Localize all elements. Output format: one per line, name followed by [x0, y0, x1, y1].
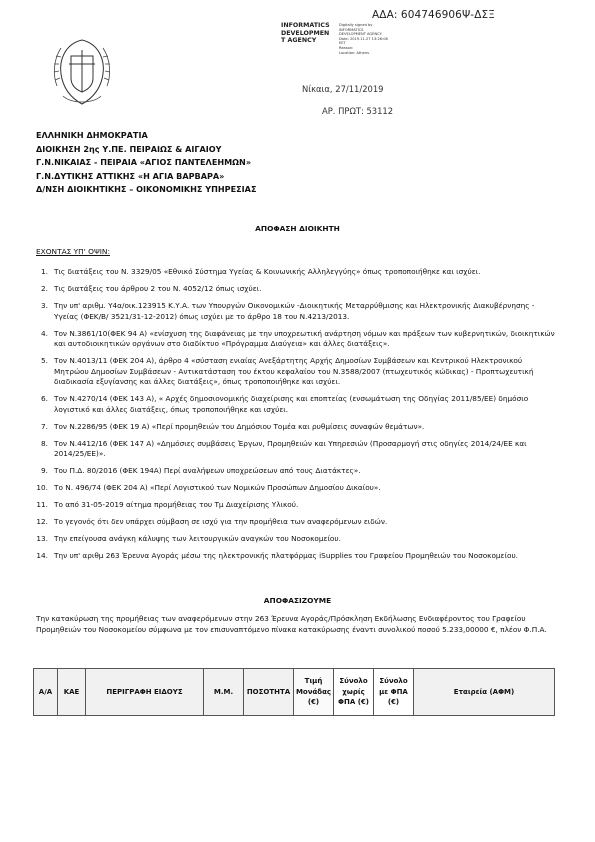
award-table: [33, 668, 555, 716]
stamp-details: Digitally signed by INFORMATICS DEVELOPMENT AGENCY Date: 2019.11.27 13:26:08 EET Reason: Location: Athens: [339, 23, 388, 55]
ada-number: ΑΔΑ: 604746906Ψ-ΔΣΞ: [372, 9, 495, 21]
column-header: Α/Α: [34, 669, 58, 716]
decision-title: ΑΠΟΦΑΣΗ ΔΙΟΙΚΗΤΗ: [255, 224, 340, 233]
decide-title: ΑΠΟΦΑΣΙΖΟΥΜΕ: [263, 596, 332, 605]
column-header: Μ.Μ.: [204, 669, 244, 716]
protocol-number: ΑΡ. ΠΡΩΤ: 53112: [322, 106, 394, 116]
authority-header: [36, 129, 256, 197]
header-line: ΔΙΟΙΚΗΣΗ 2ης Υ.ΠΕ. ΠΕΙΡΑΙΩΣ & ΑΙΓΑΙΟΥ: [36, 143, 222, 154]
list-item: 8. Τον Ν.4412/16 (ΦΕΚ 147 Α) «Δημόσιες συμβάσεις Έργων, Προμηθειών και Υπηρεσιών (Προσαρμογή στις οδηγίες 2014/24/ΕΕ και 2014/25/ΕΕ)».: [41, 438, 527, 459]
list-item: 2. Τις διατάξεις του άρθρου 2 του Ν. 4052/12 όπως ισχύει.: [41, 283, 262, 293]
list-item: 4. Τον Ν.3861/10(ΦΕΚ 94 Α) «ενίσχυση της διαφάνειας με την υποχρεωτική ανάρτηση νόμων και πράξεων των κυβερνητικών, διοικητικών και αυτοδιοικητικών οργάνων στο διαδίκτυο «Πρόγραμμα Διαύγεια» και άλλες διατάξεις».: [41, 328, 555, 349]
header-line: ΕΛΛΗΝΙΚΗ ΔΗΜΟΚΡΑΤΙΑ: [36, 130, 148, 140]
list-item: 7. Τον Ν.2286/95 (ΦΕΚ 19 Α) «Περί προμηθειών του Δημόσιου Τομέα και ρυθμίσεις συναφών θεμάτων».: [41, 421, 425, 431]
list-item: 13. Την επείγουσα ανάγκη κάλυψης των λειτουργικών αναγκών του Νοσοκομείου.: [36, 534, 341, 544]
list-item: 9. Του Π.Δ. 80/2016 (ΦΕΚ 194Α) Περί αναλήψεων υποχρεώσεων από τους Διατάκτες».: [41, 466, 361, 476]
list-item: 10. Το Ν. 496/74 (ΦΕΚ 204 Α) «Περί Λογιστικού των Νομικών Προσώπων Δημοσίου Δικαίου».: [36, 483, 381, 493]
considerations-list: [33, 267, 555, 568]
digital-signature-stamp: [281, 22, 396, 55]
list-item: 3. Την υπ' αριθμ. Υ4α/οικ.123915 Κ.Υ.Α. των Υπουργών Οικονομικών -Διοικητικής Μεταρρύθμισης και Ηλεκτρονικής Διακυβέρνησης - Υγείας (ΦΕΚ/Β/ 3521/31-12-2012) όπως ισχύει με το άρθρο 18 του Ν.4213/2013.: [41, 300, 535, 321]
list-item: 14. Την υπ' αριθμ 263 Έρευνα Αγοράς μέσω της ηλεκτρονικής πλατφόρμας iSupplies του Γραφείου Προμηθειών του Νοσοκομείου.: [36, 551, 518, 561]
column-header: ΠΕΡΙΓΡΑΦΗ ΕΙΔΟΥΣ: [86, 669, 204, 716]
list-item: 6. Τον Ν.4270/14 (ΦΕΚ 143 Α), « Αρχές δημοσιονομικής διαχείρισης και εποπτείας (ενσωμάτωση της Οδηγίας 2011/85/ΕΕ) δημόσιο λογιστικό και άλλες διατάξεις, όπως τροποποιήθηκε και ισχύει.: [41, 394, 529, 414]
greek-emblem-icon: [47, 34, 117, 108]
column-header: ΚΑΕ: [58, 669, 86, 716]
column-header: ΠΟΣΟΤΗΤΑ: [244, 669, 294, 716]
stamp-title: INFORMATICS DEVELOPMEN T AGENCY: [281, 22, 330, 45]
list-item: 5. Τον Ν.4013/11 (ΦΕΚ 204 Α), άρθρο 4 «σύσταση ενιαίας Ανεξάρτητης Αρχής Δημοσίων Συμβάσεων και Κεντρικού Ηλεκτρονικού Μητρώου Δημοσίων Συμβάσεων - Αντικατάσταση του έκτου κεφαλαίου του Ν.3588/2007 (πτωχευτικός κώδικας) - Προπτωχευτική διαδικασία εξυγίανσης και άλλες διατάξεις», όπως τροποποιήθηκε και ισχύει.: [41, 356, 534, 387]
header-line: Γ.Ν.ΔΥΤΙΚΗΣ ΑΤΤΙΚΗΣ «Η ΑΓΙΑ ΒΑΡΒΑΡΑ»: [36, 170, 225, 181]
decision-paragraph: Την κατακύρωση της προμήθειας των αναφερόμενων στην 263 Έρευνα Αγοράς/Πρόσκληση Εκδήλωσης Ενδιαφέροντος του Γραφείου Προμηθειών του Νοσοκομείου σύμφωνα με τον επισυναπτόμενο πίνακα κατακύρωσης έναντι συνολικού ποσού 5.233,00000 €, πλέον Φ.Π.Α.: [36, 614, 547, 634]
list-item: 11. Το από 31-05-2019 αίτημα προμήθειας του Τμ Διαχείρισης Υλικού.: [36, 500, 299, 510]
table-header-row: [34, 669, 555, 716]
considering-label: ΕΧΟΝΤΑΣ ΥΠ' ΟΨΙΝ:: [36, 247, 110, 256]
document-date: Νίκαια, 27/11/2019: [302, 84, 384, 94]
header-line: Γ.Ν.ΝΙΚΑΙΑΣ - ΠΕΙΡΑΙΑ «ΑΓΙΟΣ ΠΑΝΤΕΛΕΗΜΩΝ»: [36, 157, 252, 168]
column-header: Σύνολο χωρίς ΦΠΑ (€): [334, 669, 374, 716]
column-header: Τιμή Μονάδας (€): [294, 669, 334, 716]
list-item: 1. Τις διατάξεις του Ν. 3329/05 «Εθνικό Σύστημα Υγείας & Κοινωνικής Αλληλεγγύης» όπως τροποποιήθηκε και ισχύει.: [41, 267, 481, 276]
header-line: Δ/ΝΣΗ ΔΙΟΙΚΗΤΙΚΗΣ – ΟΙΚΟΝΟΜΙΚΗΣ ΥΠΗΡΕΣΙΑΣ: [36, 184, 257, 195]
list-item: 12. Το γεγονός ότι δεν υπάρχει σύμβαση σε ισχύ για την προμήθεια των αναφερόμενων ειδών.: [36, 517, 388, 527]
column-header: Σύνολο με ΦΠΑ (€): [374, 669, 414, 716]
column-header: Εταιρεία (ΑΦΜ): [414, 669, 555, 716]
